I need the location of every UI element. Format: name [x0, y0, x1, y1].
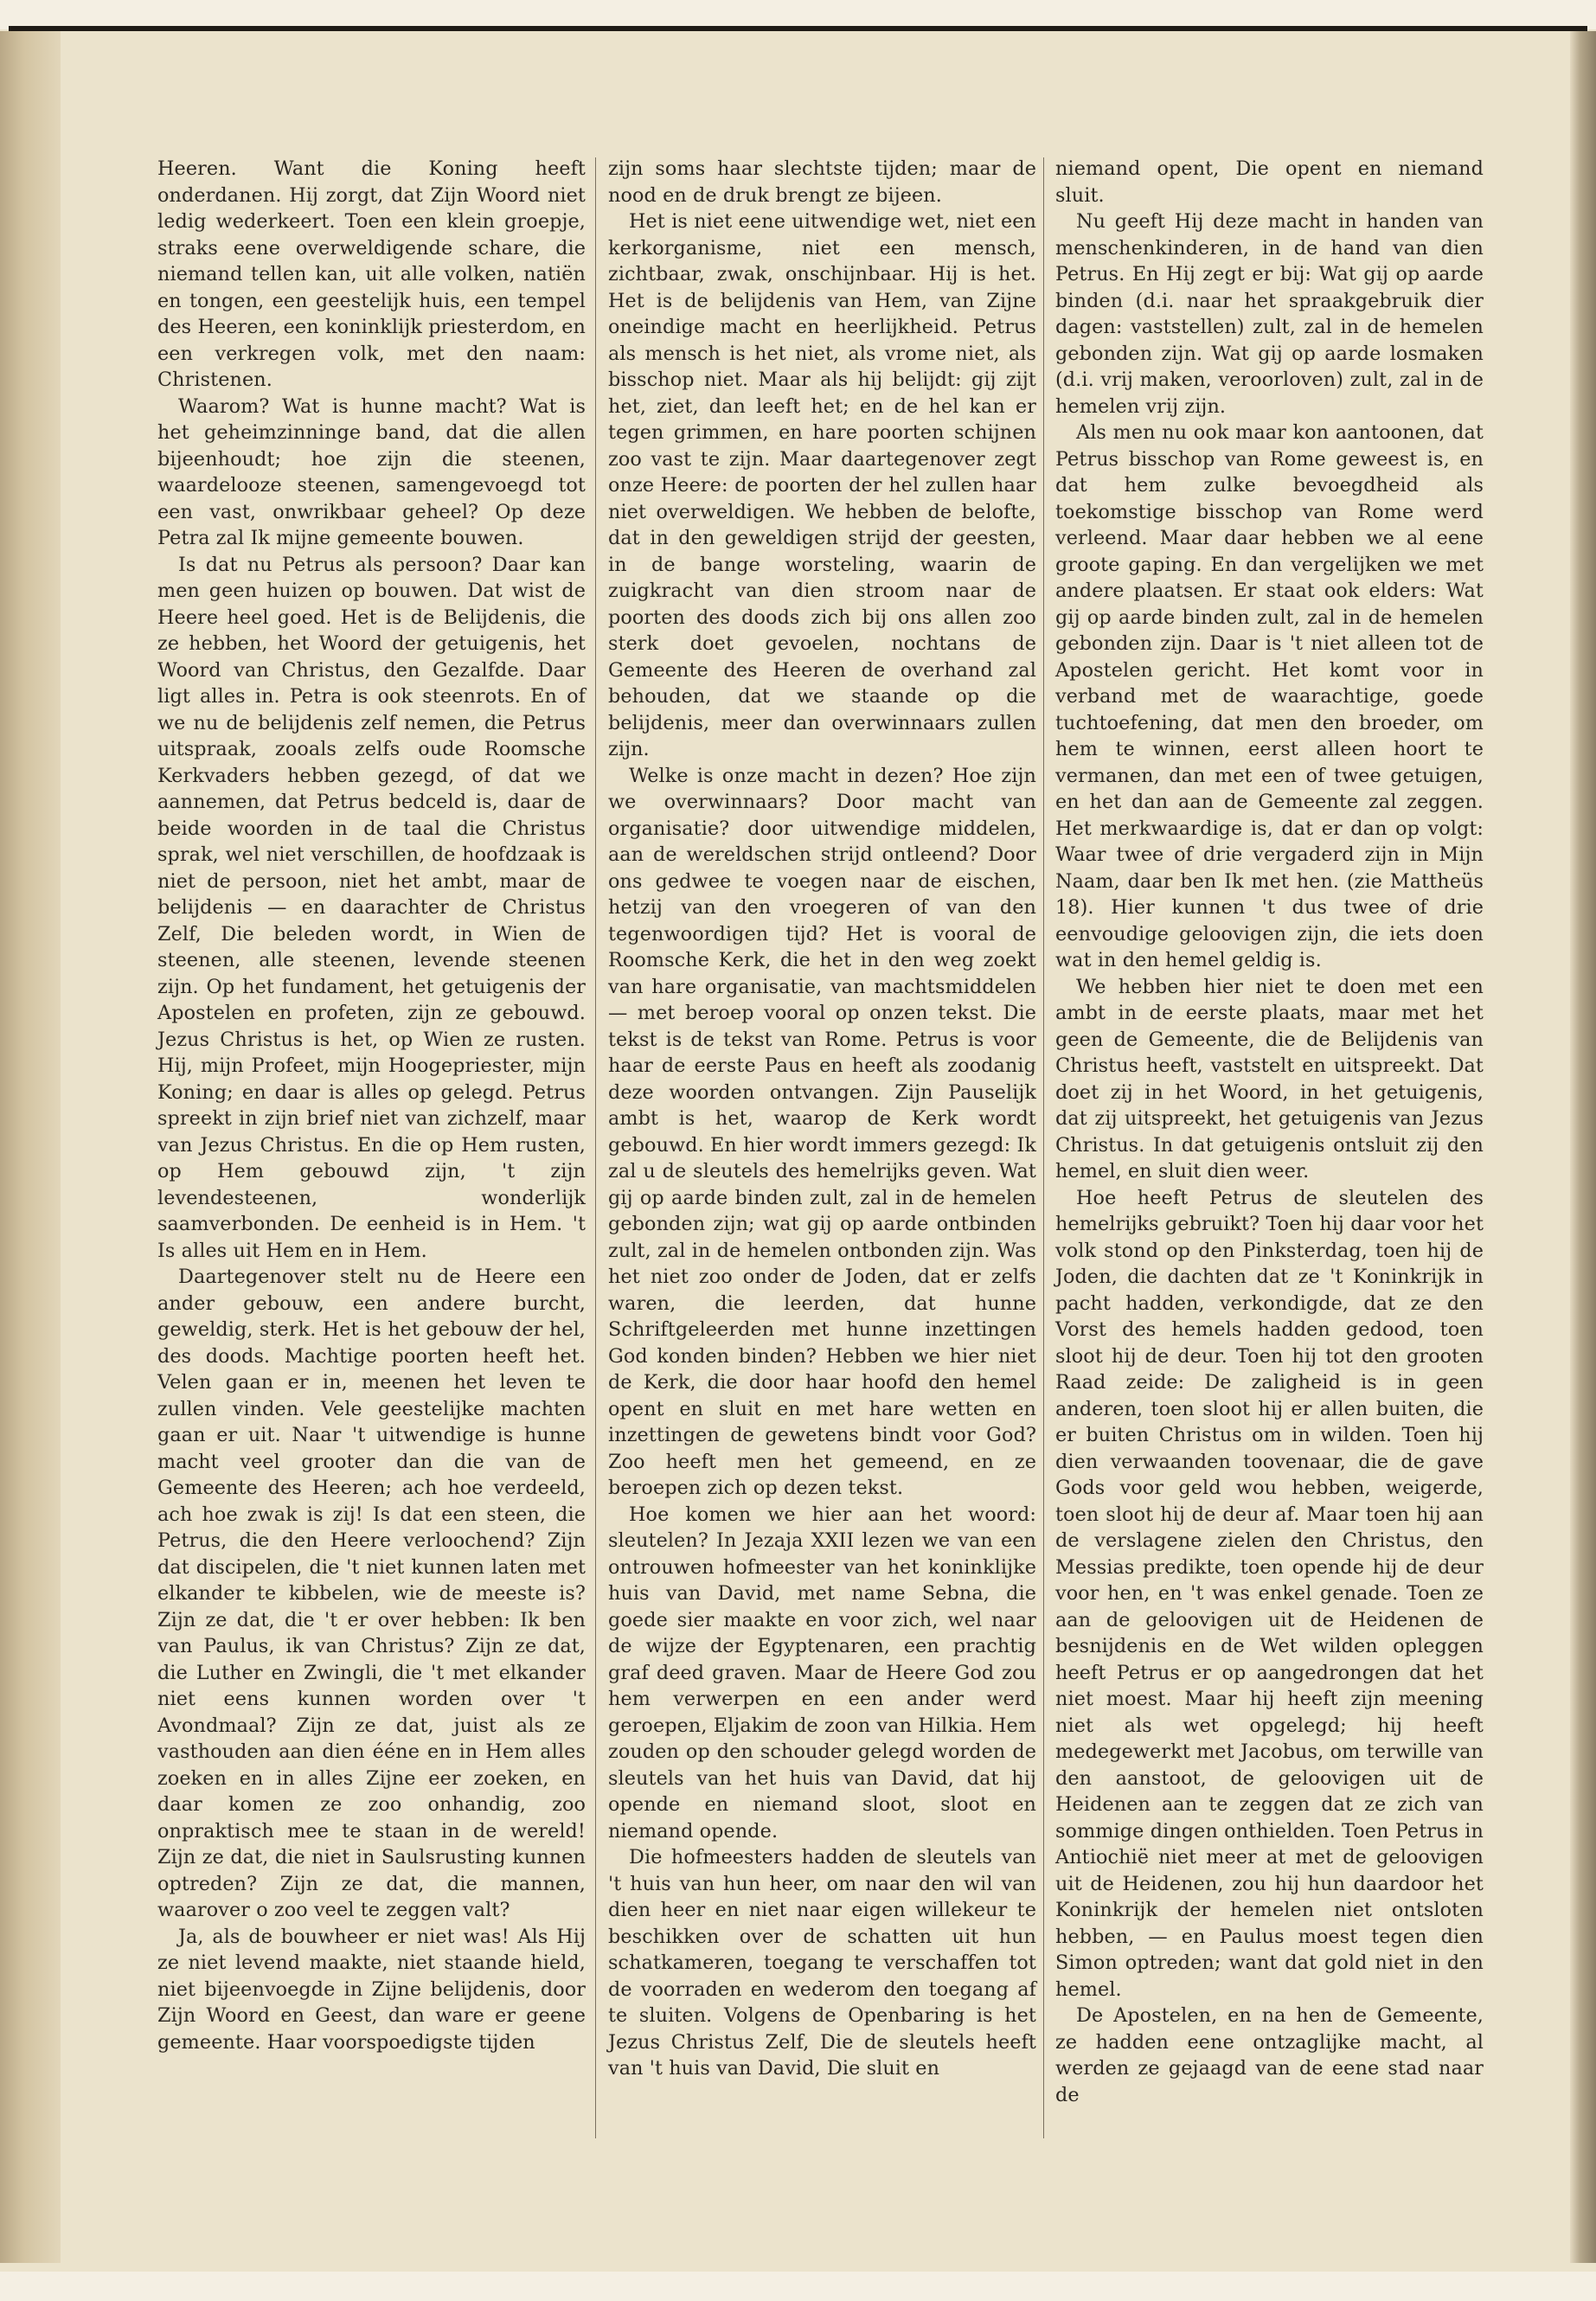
column-divider	[595, 157, 596, 2138]
paragraph: Heeren. Want die Koning heeft onderdanen. Hij zorgt, dat Zijn Woord niet ledig wederkeert. Toen een klein groepje, straks eene overweldigende schare, die niemand tellen kan, uit alle volken, natiën en tongen, een geestelijk huis, een tempel des Heeren, een koninklijk priesterdom, en een verkregen volk, met den naam: Christenen.	[157, 157, 586, 391]
bottom-margin	[0, 2272, 1596, 2301]
paragraph: Nu geeft Hij deze macht in handen van menschenkinderen, in de hand van dien Petrus. En Hij zegt er bij: Wat gij op aarde binden (d.i. naar het spraakgebruik dier dagen: vaststellen) zult, zal in de hemelen gebonden zijn. Wat gij op aarde losmaken (d.i. vrij maken, veroorloven) zult, zal in de hemelen vrij zijn.	[1055, 210, 1484, 418]
binding-gutter	[0, 31, 61, 2263]
text-column-1	[157, 156, 586, 2055]
paragraph: Is dat nu Petrus als persoon? Daar kan men geen huizen op bouwen. Dat wist de Heere heel goed. Het is de Belijdenis, die ze hebben, het Woord der getuigenis, het Woord van Christus, den Gezalfde. Daar ligt alles in. Petra is ook steenrots. En of we nu de belijdenis zelf nemen, die Petrus uitspraak, zooals zelfs oude Roomsche Kerkvaders hebben gezegd, of dat we aannemen, dat Petrus bedceld is, daar de beide woorden in de taal die Christus sprak, wel niet verschillen, de hoofdzaak is niet de persoon, niet het ambt, maar de belijdenis — en daarachter de Christus Zelf, Die beleden wordt, in Wien de steenen, alle steenen, levende steenen zijn. Op het fundament, het getuigenis der Apostelen en profeten, zijn ze gebouwd. Jezus Christus is het, op Wien ze rusten. Hij, mijn Profeet, mijn Hoogepriester, mijn Koning; en daar is alles op gelegd. Petrus spreekt in zijn brief niet van zichzelf, maar van Jezus Christus. En die op Hem rusten, op Hem gebouwd zijn, 't zijn levendesteenen, wonderlijk saamverbonden. De eenheid is in Hem. 't Is alles uit Hem en in Hem.	[157, 553, 586, 1262]
paragraph: Hoe komen we hier aan het woord: sleutelen? In Jezaja XXII lezen we van een ontrouwen hofmeester van het koninklijke huis van David, met name Sebna, die goede sier maakte en voor zich, wel naar de wijze der Egyptenaren, een prachtig graf deed graven. Maar de Heere God zou hem verwerpen en een ander werd geroepen, Eljakim de zoon van Hilkia. Hem zouden op den schouder gelegd worden de sleutels van het huis van David, dat hij opende en niemand sloot, sloot en niemand opende.	[608, 1503, 1036, 1843]
paragraph: We hebben hier niet te doen met een ambt in de eerste plaats, maar met het geen de Gemeente, die de Belijdenis van Christus heeft, vaststelt en uitspreekt. Dat doet zij in het Woord, in het getuigenis, dat zij uitspreekt, het getuigenis van Jezus Christus. In dat getuigenis ontsluit zij den hemel, en sluit dien weer.	[1055, 975, 1484, 1183]
text-column-2	[608, 156, 1036, 2082]
paragraph: niemand opent, Die opent en niemand sluit.	[1055, 157, 1484, 207]
text-column-3	[1055, 156, 1484, 2108]
paragraph: Welke is onze macht in dezen? Hoe zijn we overwinnaars? Door macht van organisatie? door uitwendige middelen, aan de wereldschen strijd ontleend? Door ons gedwee te voegen naar de eischen, hetzij van den vroegeren of van den tegenwoordigen tijd? Het is vooral de Roomsche Kerk, die het in den weg zoekt van hare organisatie, van machtsmiddelen — met beroep vooral op onzen tekst. Die tekst is de tekst van Rome. Petrus is voor haar de eerste Paus en heeft als zoodanig deze woorden ontvangen. Zijn Pauselijk ambt is het, waarop de Kerk wordt gebouwd. En hier wordt immers gezegd: Ik zal u de sleutels des hemelrijks geven. Wat gij op aarde binden zult, zal in de hemelen gebonden zijn; wat gij op aarde ontbinden zult, zal in de hemelen ontbonden zijn. Was het niet zoo onder de Joden, dat er zelfs waren, die leerden, dat hunne Schriftgeleerden met hunne inzettingen God konden binden? Hebben we hier niet de Kerk, die door haar hoofd den hemel opent en sluit en met hare wetten en inzettingen de gewetens bindt voor God? Zoo heeft men het gemeend, en ze beroepen zich op dezen tekst.	[608, 764, 1036, 1499]
page-right-edge	[1570, 31, 1596, 2263]
paragraph: zijn soms haar slechtste tijden; maar de nood en de druk brengt ze bijeen.	[608, 157, 1036, 207]
top-margin	[0, 0, 1596, 29]
paragraph: Waarom? Wat is hunne macht? Wat is het geheimzinninge band, dat die allen bijeenhoudt; hoe zijn die steenen, waardelooze steenen, samengevoegd tot een vast, onwrikbaar geheel? Op deze Petra zal Ik mijne gemeente bouwen.	[157, 394, 586, 549]
paragraph: De Apostelen, en na hen de Gemeente, ze hadden eene ontzaglijke macht, al werden ze gejaagd van de eene stad naar de	[1055, 2004, 1484, 2106]
paragraph: Hoe heeft Petrus de sleutelen des hemelrijks gebruikt? Toen hij daar voor het volk stond op den Pinksterdag, toen hij de Joden, die dachten dat ze 't Koninkrijk in pacht hadden, verkondigde, dat ze den Vorst des hemels hadden gedood, toen sloot hij de deur. Toen hij tot den grooten Raad zeide: De zaligheid is in geen anderen, toen sloot hij er allen buiten, die er buiten Christus om in wilden. Toen hij dien verwaanden toovenaar, die de gave Gods voor geld wou hebben, weigerde, toen sloot hij de deur af. Maar toen hij aan de verslagene zielen den Christus, den Messias predikte, toen opende hij de deur voor hen, en 't was enkel genade. Toen ze aan de geloovigen uit de Heidenen de besnijdenis en de Wet wilden opleggen heeft Petrus er op aangedrongen dat het niet moest. Maar hij heeft zijn meening niet als wet opgelegd; hij heeft medegewerkt met Jacobus, om terwille van den aanstoot, de geloovigen uit de Heidenen aan te zeggen dat ze zich van sommige dingen onthielden. Toen Petrus in Antiochië niet meer at met de geloovigen uit de Heidenen, zou hij hun daardoor het Koninkrijk der hemelen niet ontsloten hebben, — en Paulus moest tegen dien Simon optreden; want dat gold niet in den hemel.	[1055, 1186, 1484, 2001]
paragraph: Het is niet eene uitwendige wet, niet een kerkorganisme, niet een mensch, zichtbaar, zwak, onschijnbaar. Hij is het. Het is de belijdenis van Hem, van Zijne oneindige macht en heerlijkheid. Petrus als mensch is het niet, als vrome niet, als bisschop niet. Maar als hij belijdt: gij zijt het, ziet, dan leeft het; en de hel kan er tegen grimmen, en hare poorten schijnen zoo vast te zijn. Maar daartegenover zegt onze Heere: de poorten der hel zullen haar niet overweldigen. We hebben de belofte, dat in den geweldigen strijd der geesten, in de bange worsteling, waarin de zuigkracht van dien stroom naar de poorten des doods zich bij ons allen zoo sterk doet gevoelen, nochtans de Gemeente des Heeren de overhand zal behouden, dat we staande op die belijdenis, meer dan overwinnaars zullen zijn.	[608, 210, 1036, 760]
page-top-border	[9, 26, 1587, 31]
paragraph: Ja, als de bouwheer er niet was! Als Hij ze niet levend maakte, niet staande hield, niet bijeenvoegde in Zijne belijdenis, door Zijn Woord en Geest, dan ware er geene gemeente. Haar voorspoedigste tijden	[157, 1925, 586, 2054]
paragraph: Die hofmeesters hadden de sleutels van 't huis van hun heer, om naar den wil van dien heer en niet naar eigen willekeur te beschikken over de schatten uit hun schatkameren, toegang te verschaffen tot de voorraden en wederom den toegang af te sluiten. Volgens de Openbaring is het Jezus Christus Zelf, Die de sleutels heeft van 't huis van David, Die sluit en	[608, 1846, 1036, 2080]
column-divider	[1043, 157, 1044, 2138]
paragraph: Als men nu ook maar kon aantoonen, dat Petrus bisschop van Rome geweest is, en dat hem zulke bevoegdheid als toekomstige bisschop van Rome werd verleend. Maar daar hebben we al eene groote gaping. En dan vergelijken we met andere plaatsen. Er staat ook elders: Wat gij op aarde binden zult, zal in de hemelen gebonden zijn. Daar is 't niet alleen tot de Apostelen gericht. Het komt voor in verband met de waarachtige, goede tuchtoefening, dat men den broeder, om hem te winnen, eerst alleen hoort te vermanen, dan met een of twee getuigen, en het dan aan de Gemeente zal zeggen. Het merkwaardige is, dat er dan op volgt: Waar twee of drie vergaderd zijn in Mijn Naam, daar ben Ik met hen. (zie Mattheüs 18). Hier kunnen 't dus twee of drie eenvoudige geloovigen zijn, die iets doen wat in den hemel geldig is.	[1055, 421, 1484, 971]
paragraph: Daartegenover stelt nu de Heere een ander gebouw, een andere burcht, geweldig, sterk. Het is het gebouw der hel, des doods. Machtige poorten heeft het. Velen gaan er in, meenen het leven te zullen vinden. Vele geestelijke machten gaan er uit. Naar 't uitwendige is hunne macht veel grooter dan die van de Gemeente des Heeren; ach hoe verdeeld, ach hoe zwak is zij! Is dat een steen, die Petrus, die den Heere verloochend? Zijn dat discipelen, die 't niet kunnen laten met elkander te kibbelen, wie de meeste is? Zijn ze dat, die 't er over hebben: Ik ben van Paulus, ik van Christus? Zijn ze dat, die Luther en Zwingli, die 't met elkander niet eens kunnen worden over 't Avondmaal? Zijn ze dat, juist als ze vasthouden aan dien ééne en in Hem alles zoeken en in alles Zijne eer zoeken, en daar komen ze zoo onhandig, zoo onpraktisch mee te staan in de wereld! Zijn ze dat, die niet in Saulsrusting kunnen optreden? Zijn ze dat, die mannen, waarover o zoo veel te zeggen valt?	[157, 1266, 586, 1921]
